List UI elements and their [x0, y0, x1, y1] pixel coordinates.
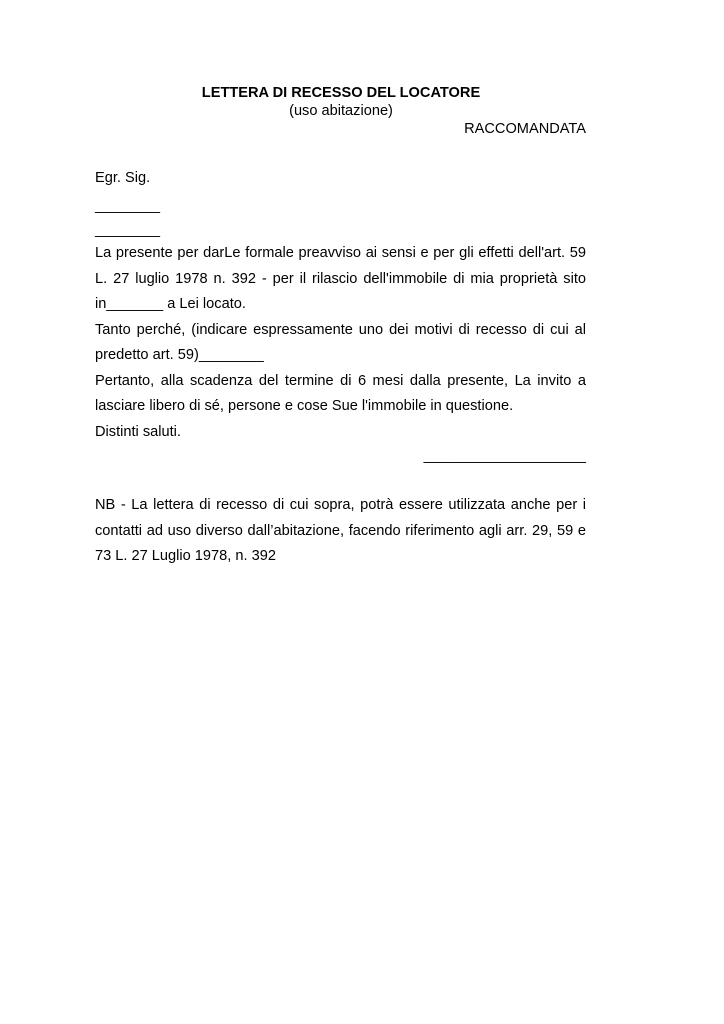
paragraph-closing: Distinti saluti.: [95, 423, 181, 440]
recipient-name-blank: ________: [95, 198, 160, 214]
paragraph-request: Pertanto, alla scadenza del termine di 6 mesi dalla presente, La invito a lasciare libero di sé, persone e cose Sue l'immobile in questione.: [95, 372, 586, 414]
footnote: NB - La lettera di recesso di cui sopra, potrà essere utilizzata anche per i contatti ad uso diverso dall’abitazione, facendo riferimento agli arr. 29, 59 e 73 L. 27 Luglio 1978, n. 392: [95, 497, 586, 564]
paragraph-notice: La presente per darLe formale preavviso ai sensi e per gli effetti dell'art. 59 L. 27 luglio 1978 n. 392 - per il rilascio dell'immobile di mia proprietà sito in_______ a Lei locato.: [95, 245, 586, 312]
document-title: LETTERA DI RECESSO DEL LOCATORE: [201, 85, 481, 101]
paragraph-reason: Tanto perché, (indicare espressamente uno dei motivi di recesso di cui al predetto art. 59)________: [95, 321, 586, 363]
delivery-method: RACCOMANDATA: [464, 121, 586, 137]
document-subtitle: (uso abitazione): [289, 103, 393, 119]
salutation: Egr. Sig.: [95, 170, 151, 186]
recipient-address-blank: ________: [95, 222, 160, 238]
letter-body: [95, 241, 586, 445]
signature-line: ____________________: [423, 448, 586, 464]
